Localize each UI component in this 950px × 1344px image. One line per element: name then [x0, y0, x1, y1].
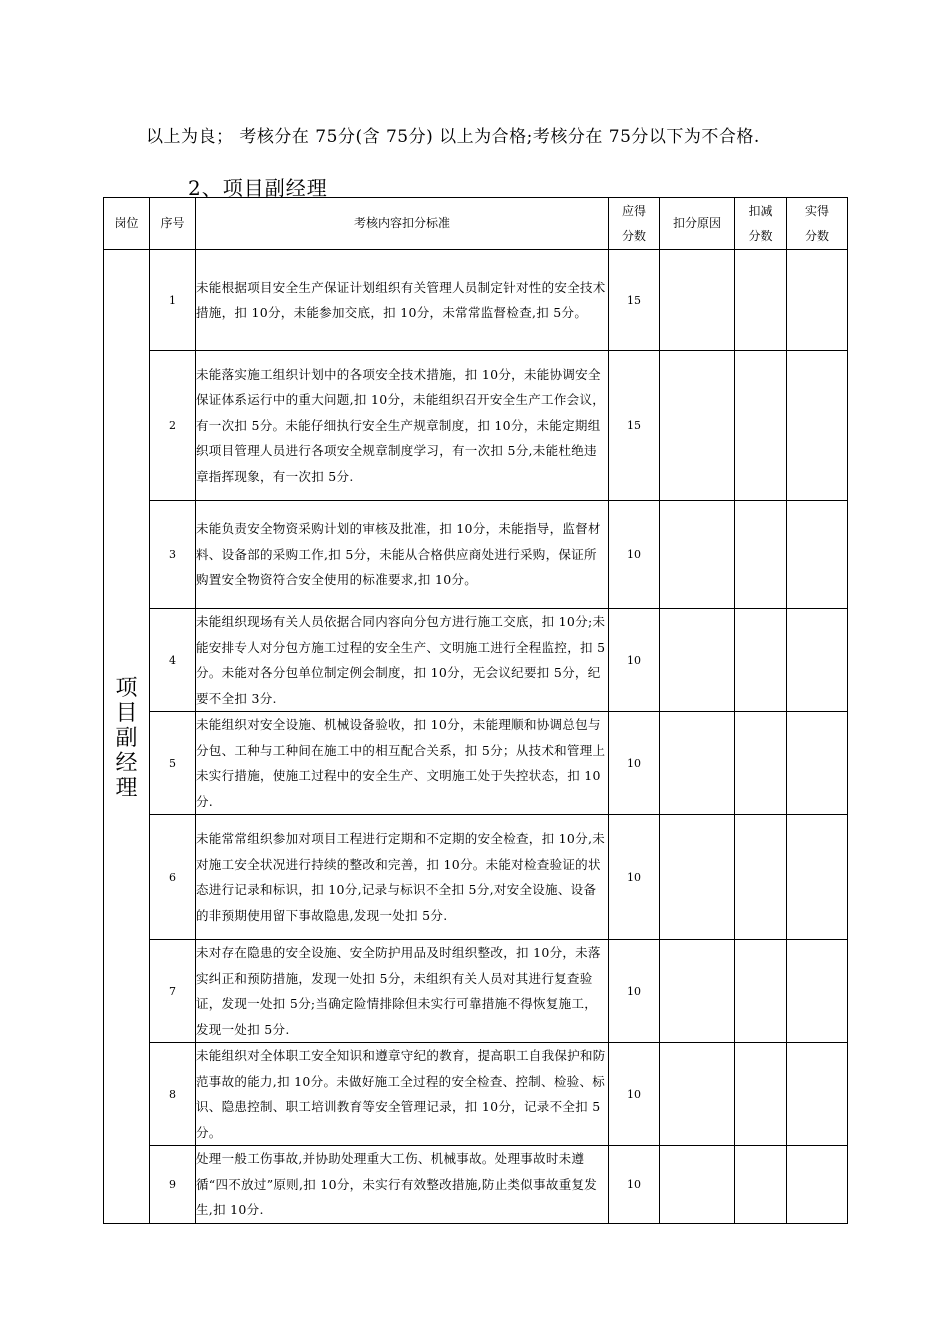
deduct-reason-cell: [660, 815, 735, 940]
intro-paragraph: 以上为良； 考核分在 75分(含 75分) 以上为合格;考核分在 75分以下为不合格.: [146, 127, 760, 147]
deduct-reason-cell: [660, 1043, 735, 1146]
deduct-points-cell: [735, 1146, 787, 1224]
deduct-points-cell: [735, 351, 787, 501]
seq-cell: 3: [150, 501, 196, 609]
actual-score-cell: [787, 250, 848, 351]
header-deduct-points: 扣减 分数: [735, 198, 787, 250]
seq-cell: 1: [150, 250, 196, 351]
seq-cell: 6: [150, 815, 196, 940]
table-row: [104, 250, 848, 351]
deduct-reason-cell: [660, 250, 735, 351]
deduct-reason-cell: [660, 1146, 735, 1224]
deduct-points-cell: [735, 940, 787, 1043]
table-row: [104, 609, 848, 712]
deduct-points-cell: [735, 609, 787, 712]
header-seq: 序号: [150, 198, 196, 250]
table-row: [104, 940, 848, 1043]
table-row: [104, 712, 848, 815]
actual-score-cell: [787, 712, 848, 815]
actual-score-cell: [787, 351, 848, 501]
deduct-reason-cell: [660, 501, 735, 609]
content-cell: 未能组织现场有关人员依据合同内容向分包方进行施工交底，扣 10分;未能安排专人对分包方施工过程的安全生产、文明施工进行全程监控，扣 5分。未能对各分包单位制定例会制度，扣 10分，无会议纪要扣 5分，纪要不全扣 3分.: [196, 609, 609, 712]
header-row: [104, 198, 848, 250]
deduct-points-cell: [735, 712, 787, 815]
seq-cell: 5: [150, 712, 196, 815]
position-cell: 项目副经理: [104, 250, 150, 1224]
actual-score-cell: [787, 1043, 848, 1146]
table-row: [104, 1146, 848, 1224]
seq-cell: 7: [150, 940, 196, 1043]
seq-cell: 8: [150, 1043, 196, 1146]
due-score-cell: 10: [609, 609, 660, 712]
table-row: [104, 815, 848, 940]
table-row: [104, 351, 848, 501]
content-cell: 未能常常组织参加对项目工程进行定期和不定期的安全检查，扣 10分,未对施工安全状况进行持续的整改和完善，扣 10分。未能对检查验证的状态进行记录和标识，扣 10分,记录与标识不全扣 5分,对安全设施、设备的非预期使用留下事故隐患,发现一处扣 5分.: [196, 815, 609, 940]
content-cell: 未能组织对全体职工安全知识和遵章守纪的教育，提高职工自我保护和防范事故的能力,扣 10分。未做好施工全过程的安全检查、控制、检验、标识、隐患控制、职工培训教育等安全管理记录，扣 10分，记录不全扣 5分。: [196, 1043, 609, 1146]
actual-score-cell: [787, 501, 848, 609]
deduct-points-cell: [735, 815, 787, 940]
header-position: 岗位: [104, 198, 150, 250]
deduct-reason-cell: [660, 712, 735, 815]
header-content: 考核内容扣分标准: [196, 198, 609, 250]
due-score-cell: 15: [609, 351, 660, 501]
content-cell: 未能负责安全物资采购计划的审核及批准，扣 10分，未能指导，监督材料、设备部的采购工作,扣 5分，未能从合格供应商处进行采购，保证所购置安全物资符合安全使用的标准要求,扣 10分。: [196, 501, 609, 609]
content-cell: 未能根据项目安全生产保证计划组织有关管理人员制定针对性的安全技术措施，扣 10分，未能参加交底，扣 10分，未常常监督检查,扣 5分。: [196, 250, 609, 351]
header-deduct-reason: 扣分原因: [660, 198, 735, 250]
deduct-reason-cell: [660, 609, 735, 712]
due-score-cell: 10: [609, 1043, 660, 1146]
due-score-cell: 15: [609, 250, 660, 351]
due-score-cell: 10: [609, 815, 660, 940]
table-row: [104, 1043, 848, 1146]
content-cell: 处理一般工伤事故,并协助处理重大工伤、机械事故。处理事故时未遵循“四不放过”原则,扣 10分，未实行有效整改措施,防止类似事故重复发生,扣 10分.: [196, 1146, 609, 1224]
content-cell: 未能组织对安全设施、机械设备验收，扣 10分，未能理顺和协调总包与分包、工种与工种间在施工中的相互配合关系，扣 5分；从技术和管理上未实行措施，使施工过程中的安全生产、文明施工处于失控状态，扣 10分.: [196, 712, 609, 815]
section-title: 2、项目副经理: [188, 176, 328, 200]
seq-cell: 2: [150, 351, 196, 501]
actual-score-cell: [787, 1146, 848, 1224]
seq-cell: 4: [150, 609, 196, 712]
deduct-points-cell: [735, 501, 787, 609]
content-cell: 未对存在隐患的安全设施、安全防护用品及时组织整改，扣 10分，未落实纠正和预防措施，发现一处扣 5分，未组织有关人员对其进行复查验证，发现一处扣 5分;当确定险情排除但未实行可靠措施不得恢复施工，发现一处扣 5分.: [196, 940, 609, 1043]
deduct-points-cell: [735, 250, 787, 351]
deduct-reason-cell: [660, 351, 735, 501]
due-score-cell: 10: [609, 501, 660, 609]
deduct-reason-cell: [660, 940, 735, 1043]
table-row: [104, 501, 848, 609]
deduct-points-cell: [735, 1043, 787, 1146]
due-score-cell: 10: [609, 940, 660, 1043]
header-due-score: 应得 分数: [609, 198, 660, 250]
seq-cell: 9: [150, 1146, 196, 1224]
assessment-table: [103, 197, 848, 1224]
actual-score-cell: [787, 940, 848, 1043]
due-score-cell: 10: [609, 712, 660, 815]
actual-score-cell: [787, 609, 848, 712]
header-actual-score: 实得 分数: [787, 198, 848, 250]
actual-score-cell: [787, 815, 848, 940]
content-cell: 未能落实施工组织计划中的各项安全技术措施，扣 10分，未能协调安全保证体系运行中的重大问题,扣 10分，未能组织召开安全生产工作会议，有一次扣 5分。未能仔细执行安全生产规章制度，扣 10分，未能定期组织项目管理人员进行各项安全规章制度学习，有一次扣 5分,未能杜绝违章指挥现象，有一次扣 5分.: [196, 351, 609, 501]
due-score-cell: 10: [609, 1146, 660, 1224]
